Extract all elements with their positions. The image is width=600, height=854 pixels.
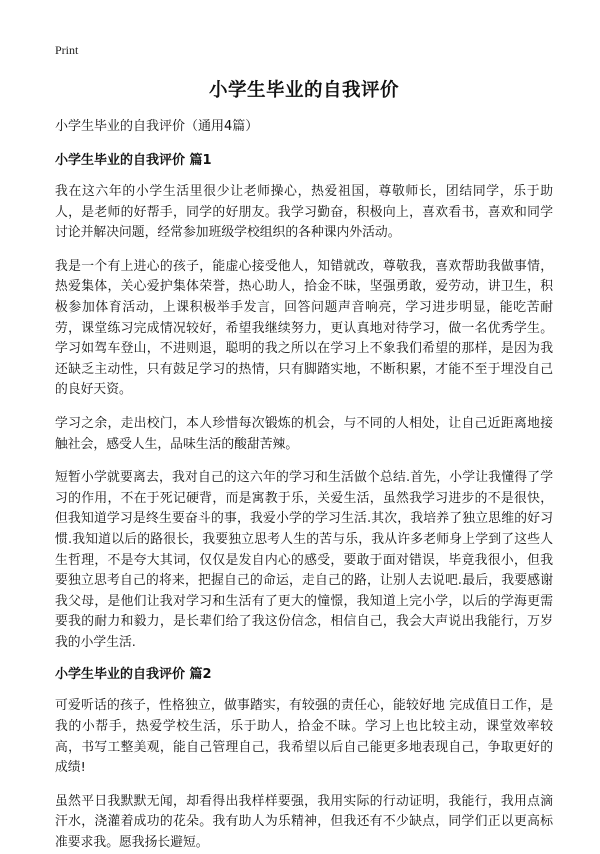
paragraph: 我是一个有上进心的孩子，能虚心接受他人，知错就改，尊敬我，喜欢帮助我做事情，热爱集体，关心爱护集体荣誉，热心助人，拾金不昧，坚强勇敢，爱劳动，讲卫生，积极参加体育活动，上课积极举手发言，回答问题声音响亮，学习进步明显，能吃苦耐劳，课堂练习完成情况较好，希望我继续努力，更认真地对待学习，做一名优秀学生。学习如驾车登山，不进则退，聪明的我之所以在学习上不象我们希望的那样，是因为我还缺乏主动性，只有鼓足学习的热情，只有脚踏实地，不断积累，才能不至于埋没自己的良好天资。	[55, 258, 553, 398]
section-2	[55, 666, 553, 853]
print-label: Print	[55, 43, 79, 57]
paragraph: 可爱听话的孩子，性格独立，做事踏实，有较强的责任心，能较好地 完成值日工作，是我的小帮手，热爱学校生活，乐于助人，拾金不昧。学习上也比较主动，课堂效率较高，书写工整美观，能自己管理自己，我希望以后自己能更多地表现自己，争取更好的成绩!	[55, 698, 553, 776]
paragraph: 虽然平日我默默无闻，却看得出我样样要强，我用实际的行动证明，我能行，我用点滴汗水，浇灌着成功的花朵。我有助人为乐精神，但我还有不少缺点，同学们正以更高标准要求我。愿我扬长避短。	[55, 793, 553, 851]
paragraph: 我在这六年的小学生活里很少让老师操心，热爱祖国，尊敬师长，团结同学，乐于助人，是老师的好帮手，同学的好朋友。我学习勤奋，积极向上，喜欢看书，喜欢和同学讨论并解决问题，经常参加班级学校组织的各种课内外活动。	[55, 184, 553, 241]
paragraph: 学习之余，走出校门，本人珍惜每次锻炼的机会，与不同的人相处，让自己近距离地接触社会，感受人生，品味生活的酸甜苦辣。	[55, 415, 553, 452]
section-heading: 小学生毕业的自我评价 篇2	[55, 667, 212, 683]
section-1	[55, 152, 553, 653]
document-subtitle: 小学生毕业的自我评价（通用4篇）	[55, 119, 259, 134]
section-heading: 小学生毕业的自我评价 篇1	[55, 153, 212, 168]
document-title: 小学生毕业的自我评价	[208, 80, 399, 101]
paragraph: 短暂小学就要离去，我对自己的这六年的学习和生活做个总结.首先，小学让我懂得了学习的作用，不在于死记硬背，而是寓教于乐，关爱生活，虽然我学习进步的不是很快，但我知道学习是终生要奋斗的事，我爱小学的学习生活.其次，我培养了独立思维的好习惯.我知道以后的路很长，我要独立思考人生的苦与乐，我从许多老师身上学到了这些人生哲理，不是夸大其词，仅仅是发自内心的感受，要敢于面对错误，毕竟我很小，但我要独立思考自己的将来，把握自己的命运，走自己的路，让别人去说吧.最后，我要感谢我父母，是他们让我对学习和生活有了更大的憧憬，我知道上完小学，以后的学海更需要我的耐力和毅力，是长辈们给了我这份信念，相信自己，我会大声说出我能行，万岁我的小学生活.	[55, 470, 553, 650]
